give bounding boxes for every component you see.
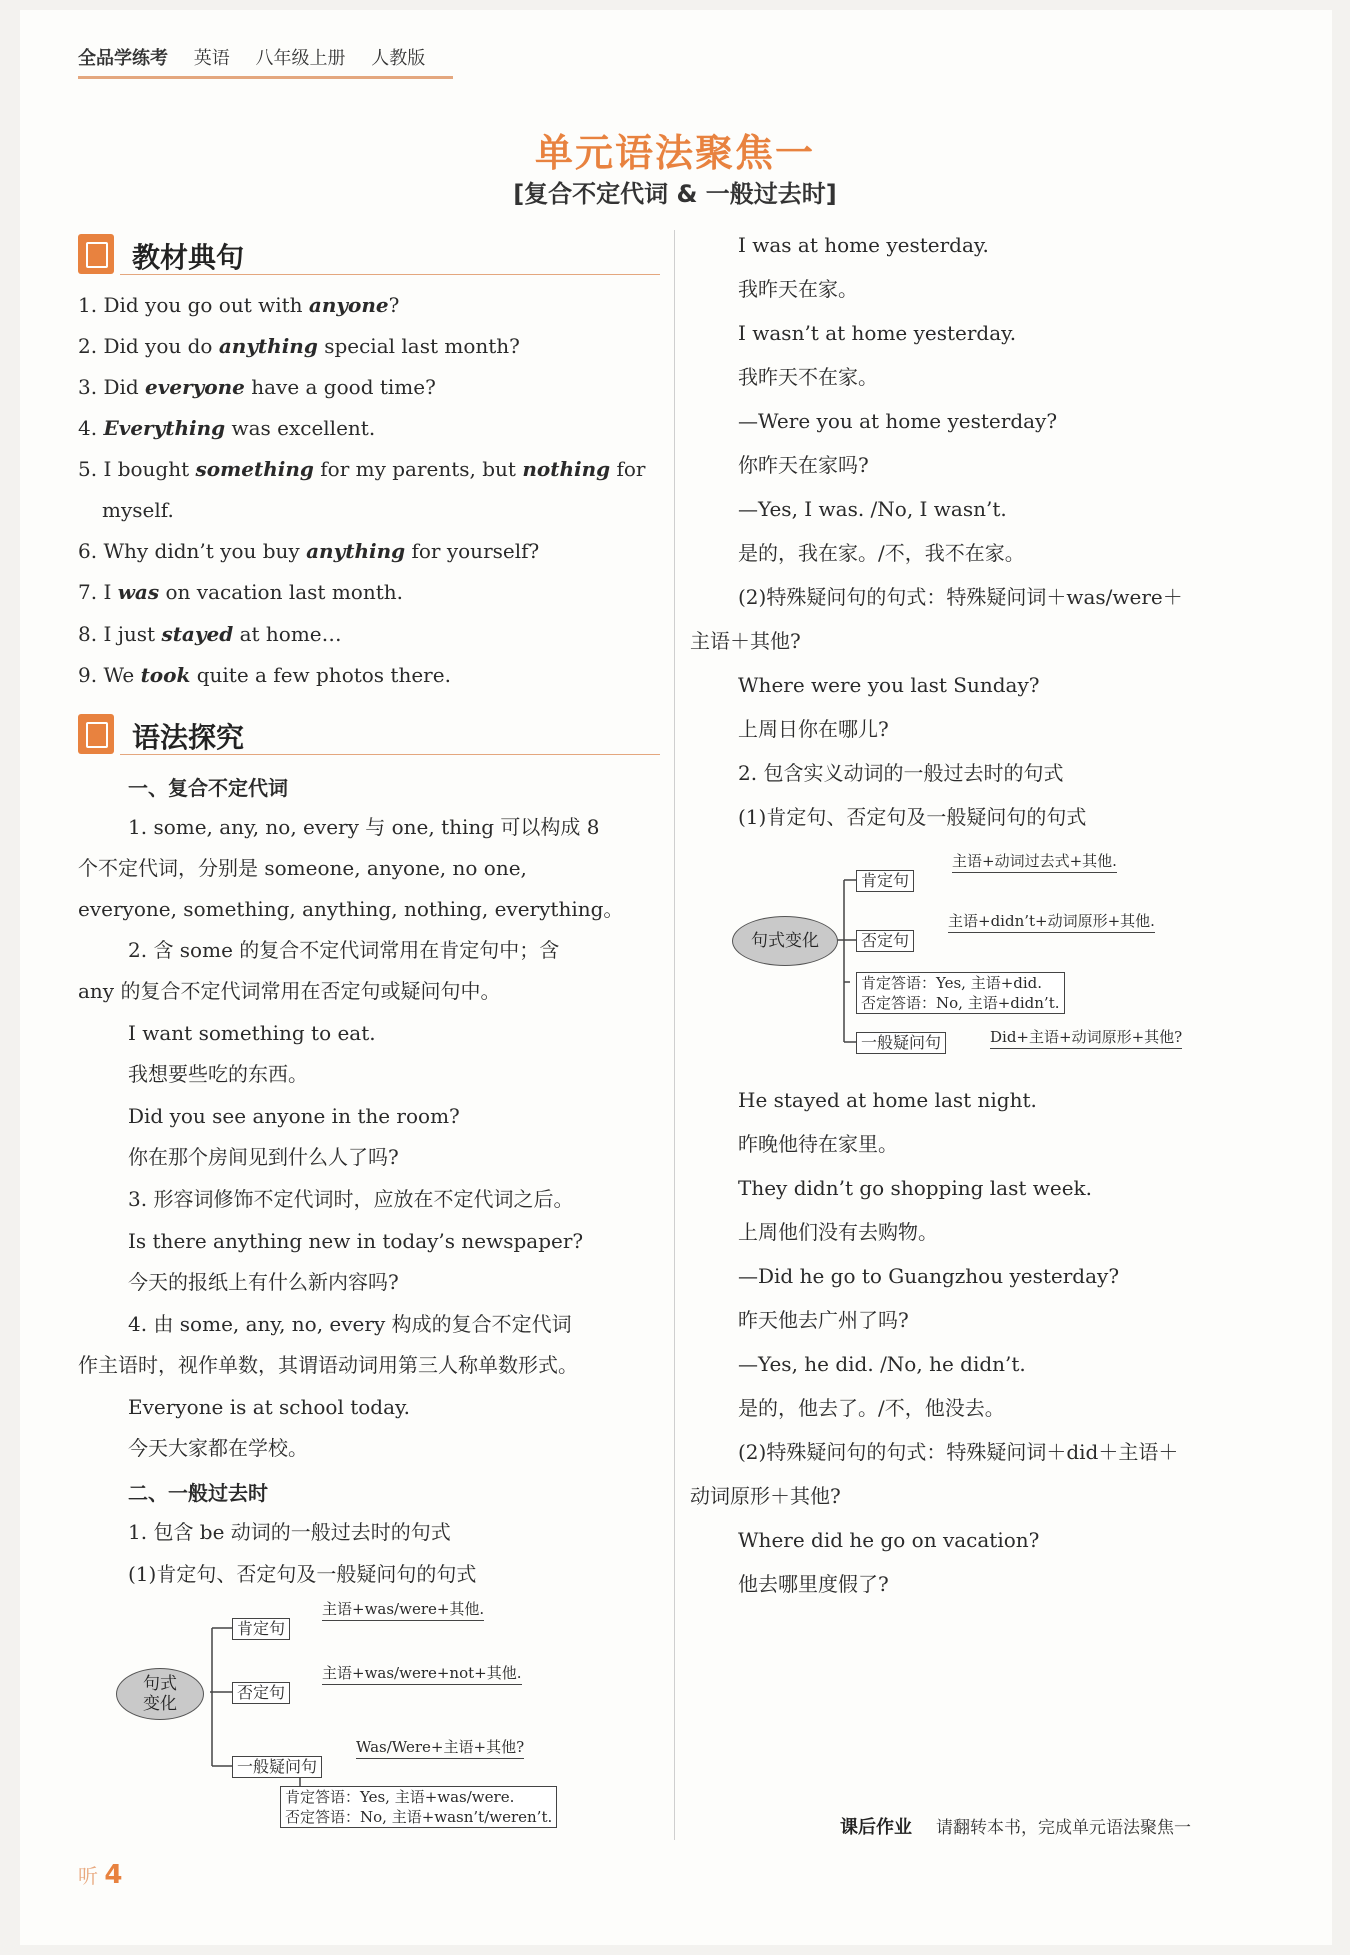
textbook-sentence <box>78 579 403 605</box>
para-line: 4. 由 some, any, no, every 构成的复合不定代词 <box>128 1312 572 1336</box>
example: Did you see anyone in the room? <box>128 1104 460 1128</box>
sentence-text: 8. I just <box>78 622 162 646</box>
positive-node: 肯定句 <box>232 1618 290 1640</box>
section-rule <box>120 274 660 275</box>
example-translation: 今天大家都在学校。 <box>128 1436 308 1460</box>
para-line: everyone, something, anything, nothing, everything。 <box>78 897 624 921</box>
example: Is there anything new in today’s newspaper? <box>128 1229 584 1253</box>
grade: 八年级上册 <box>255 48 346 69</box>
answer-box <box>856 972 1065 1014</box>
example: —Yes, I was. /No, I wasn’t. <box>738 497 1007 521</box>
question-node: 一般疑问句 <box>856 1032 946 1054</box>
example-translation: 他去哪里度假了? <box>738 1572 889 1596</box>
sentence-text: 3. Did <box>78 375 146 399</box>
sentence-text: at home… <box>233 622 342 646</box>
textbook-sentence <box>78 374 436 400</box>
example-translation: 上周他们没有去购物。 <box>738 1220 938 1244</box>
negative-pattern: 主语+didn’t+动词原形+其他. <box>948 910 1155 933</box>
homework-text: 请翻转本书，完成单元语法聚焦一 <box>936 1818 1191 1838</box>
sentence-text: 2. Did you do <box>78 334 219 358</box>
textbook-sentence <box>78 621 342 647</box>
example: I want something to eat. <box>128 1021 376 1045</box>
homework-label: 课后作业 <box>840 1817 912 1838</box>
question-pattern: Was/Were+主语+其他? <box>356 1736 524 1759</box>
negative-node: 否定句 <box>232 1682 290 1704</box>
positive-answer: 肯定答语：Yes, 主语+was/were. <box>285 1788 515 1806</box>
question-node: 一般疑问句 <box>232 1756 322 1778</box>
part1-heading: 一、复合不定代词 <box>128 776 288 800</box>
section-title: 教材典句 <box>132 241 245 274</box>
sentence-text: for <box>610 457 646 481</box>
para-line: (1)肯定句、否定句及一般疑问句的句式 <box>738 805 1087 829</box>
para-line: 1. some, any, no, every 与 one, thing 可以构成 8 <box>128 815 600 839</box>
example: I was at home yesterday. <box>738 233 989 257</box>
keyword: something <box>195 457 314 481</box>
positive-pattern: 主语+was/were+其他. <box>322 1598 484 1621</box>
question-pattern: Did+主语+动词原形+其他? <box>990 1026 1182 1049</box>
keyword: anyone <box>308 293 389 317</box>
sentence-text: was excellent. <box>225 416 376 440</box>
textbook-sentence <box>78 456 646 482</box>
sentence-text: for yourself? <box>405 539 540 563</box>
sentence-text: 6. Why didn’t you buy <box>78 539 307 563</box>
sentence-text: for my parents, but <box>313 457 523 481</box>
example-translation: 今天的报纸上有什么新内容吗? <box>128 1270 399 1294</box>
example: Where did he go on vacation? <box>738 1528 1040 1552</box>
para-line: 个不定代词，分别是 someone, anyone, no one, <box>78 856 527 880</box>
keyword: was <box>117 580 160 604</box>
example-translation: 我想要些吃的东西。 <box>128 1062 308 1086</box>
para-line: (1)肯定句、否定句及一般疑问句的句式 <box>128 1562 477 1586</box>
example-translation: 昨天他去广州了吗? <box>738 1308 909 1332</box>
sentence-text: 5. I bought <box>78 457 196 481</box>
section-rule <box>120 754 660 755</box>
negative-answer: 否定答语：No, 主语+didn’t. <box>861 994 1060 1012</box>
textbook-sentence <box>102 497 174 523</box>
section-title: 语法探究 <box>132 721 245 754</box>
part2-heading: 二、一般过去时 <box>128 1481 268 1505</box>
textbook-sentence <box>78 662 451 688</box>
textbook-sentence <box>78 333 520 359</box>
example-translation: 我昨天不在家。 <box>738 365 878 389</box>
keyword: anything <box>306 539 406 563</box>
edition: 人教版 <box>371 48 426 69</box>
sentence-text: on vacation last month. <box>159 580 403 604</box>
negative-pattern: 主语+was/were+not+其他. <box>322 1662 522 1685</box>
example-translation: 你在那个房间见到什么人了吗? <box>128 1145 399 1169</box>
brand: 全品学练考 <box>78 48 168 69</box>
page-prefix: 听 <box>78 1864 98 1888</box>
sentence-text: 9. We <box>78 663 141 687</box>
textbook-sentence <box>78 538 539 564</box>
page-subtitle: [复合不定代词 & 一般过去时] <box>513 180 837 208</box>
sentence-text: quite a few photos there. <box>190 663 451 687</box>
sentence-text: special last month? <box>317 334 520 358</box>
section-icon <box>78 234 114 274</box>
diagram-center-node: 句式变化 <box>732 916 838 966</box>
page-number <box>78 1860 122 1890</box>
sentence-text: 1. Did you go out with <box>78 293 309 317</box>
sentence-pattern-diagram-verb <box>728 842 1268 1072</box>
sentence-pattern-diagram-be <box>110 1590 630 1840</box>
keyword: stayed <box>161 622 234 646</box>
sentence-text: ? <box>388 293 400 317</box>
para-line: (2)特殊疑问句的句式：特殊疑问词＋was/were＋ <box>738 585 1183 609</box>
example: Where were you last Sunday? <box>738 673 1040 697</box>
column-divider <box>674 230 675 1840</box>
sentence-text: 4. <box>78 416 104 440</box>
header-underline <box>78 76 453 79</box>
para-line: 2. 包含实义动词的一般过去时的句式 <box>738 761 1064 785</box>
example: They didn’t go shopping last week. <box>738 1176 1093 1200</box>
keyword: everyone <box>145 375 245 399</box>
answer-box <box>280 1786 557 1828</box>
positive-pattern: 主语+动词过去式+其他. <box>952 850 1117 873</box>
para-line: 2. 含 some 的复合不定代词常用在肯定句中；含 <box>128 938 560 962</box>
example-translation: 是的，我在家。/不，我不在家。 <box>738 541 1025 565</box>
keyword: anything <box>218 334 318 358</box>
example-translation: 上周日你在哪儿? <box>738 717 889 741</box>
example: Everyone is at school today. <box>128 1395 411 1419</box>
example: —Yes, he did. /No, he didn’t. <box>738 1352 1026 1376</box>
sentence-text: 7. I <box>78 580 118 604</box>
running-header <box>78 44 445 70</box>
para-line: any 的复合不定代词常用在否定句或疑问句中。 <box>78 979 501 1003</box>
para-line: 主语＋其他? <box>690 629 801 653</box>
example-translation: 昨晚他待在家里。 <box>738 1132 898 1156</box>
example: —Were you at home yesterday? <box>738 409 1058 433</box>
negative-node: 否定句 <box>856 930 914 952</box>
positive-node: 肯定句 <box>856 870 914 892</box>
textbook-sentence <box>78 415 375 441</box>
para-line: (2)特殊疑问句的句式：特殊疑问词＋did＋主语＋ <box>738 1440 1179 1464</box>
keyword: took <box>140 663 191 687</box>
example-translation: 你昨天在家吗? <box>738 453 869 477</box>
page-title: 单元语法聚焦一 <box>534 131 815 175</box>
sentence-text: myself. <box>102 498 174 522</box>
example: I wasn’t at home yesterday. <box>738 321 1017 345</box>
textbook-sentence <box>78 292 399 318</box>
page-number-value: 4 <box>104 1860 123 1890</box>
section-header-grammar <box>78 714 668 756</box>
positive-answer: 肯定答语：Yes, 主语+did. <box>861 974 1043 992</box>
keyword: nothing <box>522 457 611 481</box>
example: He stayed at home last night. <box>738 1088 1037 1112</box>
negative-answer: 否定答语：No, 主语+wasn’t/weren’t. <box>285 1808 553 1826</box>
para-line: 作主语时，视作单数，其谓语动词用第三人称单数形式。 <box>78 1353 578 1377</box>
subject: 英语 <box>193 48 230 69</box>
example-translation: 我昨天在家。 <box>738 277 858 301</box>
section-header-textbook <box>78 234 668 276</box>
example-translation: 是的，他去了。/不，他没去。 <box>738 1396 1005 1420</box>
keyword: Everything <box>103 416 226 440</box>
para-line: 3. 形容词修饰不定代词时，应放在不定代词之后。 <box>128 1187 574 1211</box>
sentence-text: have a good time? <box>244 375 436 399</box>
example: —Did he go to Guangzhou yesterday? <box>738 1264 1120 1288</box>
para-line: 动词原形＋其他? <box>690 1484 841 1508</box>
para-line: 1. 包含 be 动词的一般过去时的句式 <box>128 1520 451 1544</box>
diagram-center-node: 句式 变化 <box>116 1668 204 1720</box>
section-icon <box>78 714 114 754</box>
